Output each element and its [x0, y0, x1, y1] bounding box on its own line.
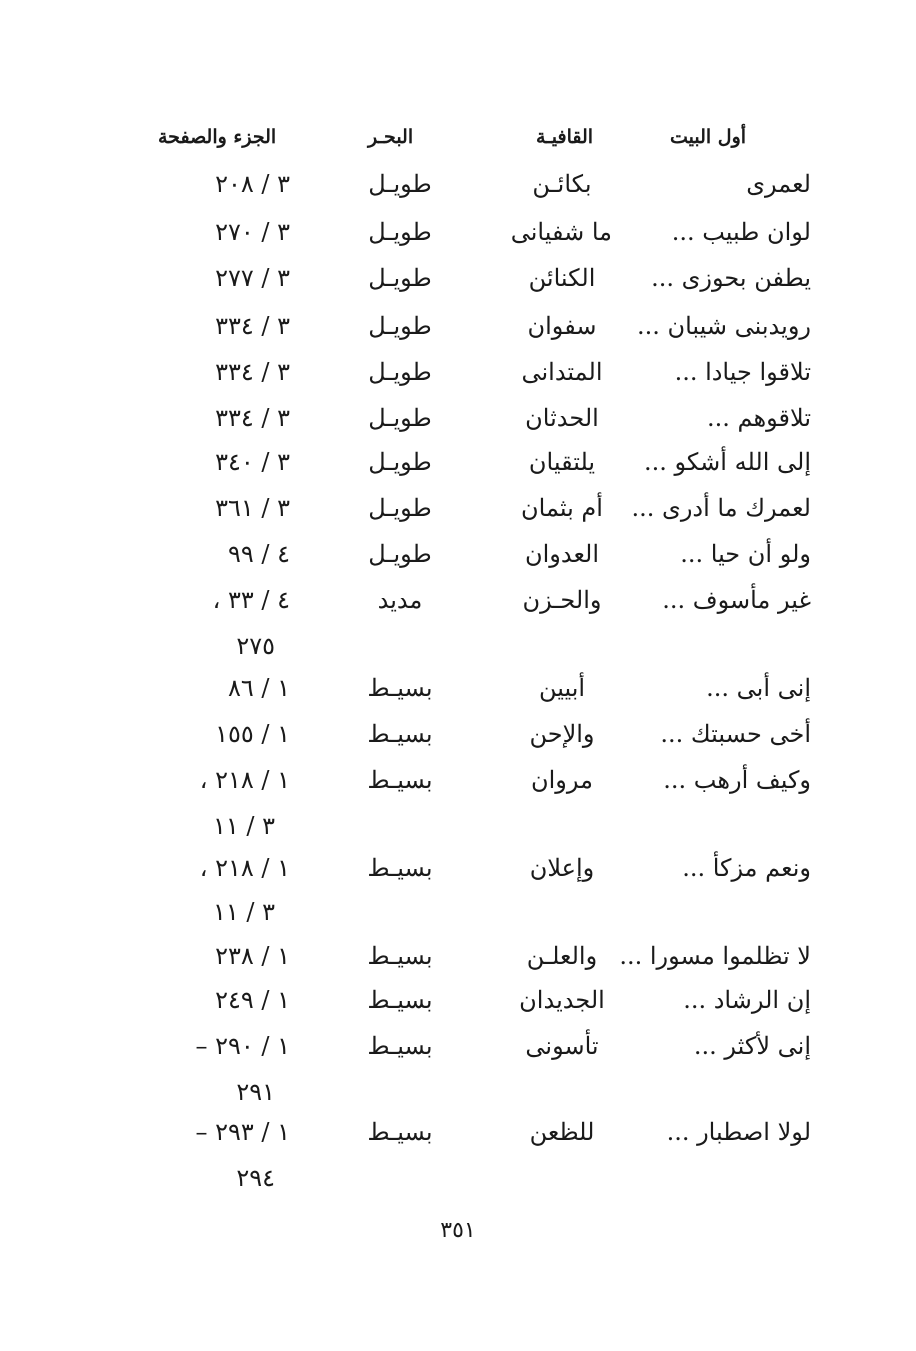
volume-page-cell: ١ / ٢١٨ ، — [199, 766, 290, 794]
verse-cell: لولا اصطبار ... — [666, 1118, 811, 1146]
meter-cell: بسيـط — [367, 766, 433, 794]
rhyme-cell: الحدثان — [525, 404, 599, 432]
meter-cell: طويـل — [368, 264, 432, 292]
verse-cell: غير مأسوف ... — [662, 586, 811, 614]
volume-page-cell: ١ / ٨٦ — [227, 674, 290, 702]
rhyme-cell: ما شفيانى — [510, 218, 612, 246]
verse-cell: أخى حسبتك ... — [660, 720, 811, 748]
meter-cell: طويـل — [368, 540, 432, 568]
volume-page-cell: ٣ / ٢٧٠ — [215, 218, 290, 246]
header-verse: أول البيت — [670, 126, 747, 148]
meter-cell: بسيـط — [367, 674, 433, 702]
volume-page-cell: ٣ / ٣٤٠ — [215, 448, 290, 476]
meter-cell: بسيـط — [367, 854, 433, 882]
verse-cell: ولو أن حيا ... — [680, 540, 811, 568]
volume-page-continuation: ٣ / ١١ — [212, 898, 275, 926]
rhyme-cell: أبيين — [538, 674, 586, 702]
rhyme-cell: أم بثمان — [521, 494, 603, 522]
header-meter: البحـر — [368, 126, 414, 148]
volume-page-cell: ١ / ١٥٥ — [215, 720, 290, 748]
meter-cell: بسيـط — [367, 942, 433, 970]
volume-page-cell: ١ / ٢٤٩ — [215, 986, 290, 1014]
rhyme-cell: بكائـن — [532, 170, 592, 198]
meter-cell: بسيـط — [367, 720, 433, 748]
verse-cell: رويدبنى شيبان ... — [636, 312, 811, 340]
rhyme-cell: يلتقيان — [528, 448, 596, 476]
meter-cell: طويـل — [368, 404, 432, 432]
rhyme-cell: للظعن — [529, 1118, 595, 1146]
volume-page-cell: ٤ / ٣٣ ، — [212, 586, 290, 614]
volume-page-cell: ٣ / ٣٣٤ — [215, 404, 290, 432]
volume-page-continuation: ٢٩٤ — [236, 1164, 275, 1192]
volume-page-continuation: ٢٧٥ — [236, 632, 275, 660]
verse-cell: إنى لأكثر ... — [693, 1032, 811, 1060]
volume-page-cell: ٣ / ٣٣٤ — [215, 312, 290, 340]
verse-cell: يطفن بحوزى ... — [651, 264, 811, 292]
page-number: ٣٥١ — [440, 1218, 476, 1243]
header-volume-page: الجزء والصفحة — [158, 126, 277, 148]
volume-page-cell: ١ / ٢٩٣ – — [195, 1118, 290, 1146]
header-rhyme: القافيـة — [536, 126, 594, 148]
verse-cell: لا تظلموا مسورا ... — [619, 942, 811, 970]
volume-page-cell: ٣ / ٣٣٤ — [215, 358, 290, 386]
meter-cell: طويـل — [368, 448, 432, 476]
volume-page-cell: ٤ / ٩٩ — [227, 540, 290, 568]
verse-cell: لعمرى — [746, 170, 811, 198]
rhyme-cell: والعلـن — [526, 942, 598, 970]
verse-cell: إلى الله أشكو ... — [644, 448, 811, 476]
meter-cell: مديد — [377, 586, 423, 614]
volume-page-continuation: ٢٩١ — [236, 1078, 275, 1106]
rhyme-cell: سفوان — [527, 312, 597, 340]
rhyme-cell: العدوان — [524, 540, 600, 568]
rhyme-cell: وإعلان — [529, 854, 595, 882]
rhyme-cell: تأسونى — [525, 1032, 599, 1060]
volume-page-cell: ٣ / ٣٦١ — [215, 494, 290, 522]
meter-cell: طويـل — [368, 312, 432, 340]
rhyme-cell: مروان — [531, 766, 593, 794]
rhyme-cell: المتدانى — [521, 358, 603, 386]
rhyme-cell: والحـزن — [522, 586, 602, 614]
meter-cell: بسيـط — [367, 1032, 433, 1060]
meter-cell: طويـل — [368, 170, 432, 198]
volume-page-continuation: ٣ / ١١ — [212, 812, 275, 840]
verse-cell: وكيف أرهب ... — [663, 766, 811, 794]
verse-cell: لوان طبيب ... — [671, 218, 811, 246]
verse-cell: لعمرك ما أدرى ... — [631, 494, 811, 522]
meter-cell: بسيـط — [367, 1118, 433, 1146]
meter-cell: طويـل — [368, 358, 432, 386]
rhyme-cell: والإحن — [529, 720, 595, 748]
volume-page-cell: ١ / ٢١٨ ، — [199, 854, 290, 882]
verse-cell: إنى أبى ... — [706, 674, 811, 702]
volume-page-cell: ٣ / ٢٠٨ — [215, 170, 290, 198]
rhyme-cell: الجديدان — [519, 986, 605, 1014]
meter-cell: طويـل — [368, 494, 432, 522]
meter-cell: بسيـط — [367, 986, 433, 1014]
rhyme-cell: الكنائن — [528, 264, 596, 292]
volume-page-cell: ٣ / ٢٧٧ — [215, 264, 290, 292]
volume-page-cell: ١ / ٢٣٨ — [215, 942, 290, 970]
verse-cell: تلاقوا جيادا ... — [674, 358, 811, 386]
verse-cell: تلاقوهم ... — [706, 404, 811, 432]
meter-cell: طويـل — [368, 218, 432, 246]
verse-cell: إن الرشاد ... — [683, 986, 811, 1014]
verse-cell: ونعم مزكأ ... — [682, 854, 811, 882]
volume-page-cell: ١ / ٢٩٠ – — [195, 1032, 290, 1060]
